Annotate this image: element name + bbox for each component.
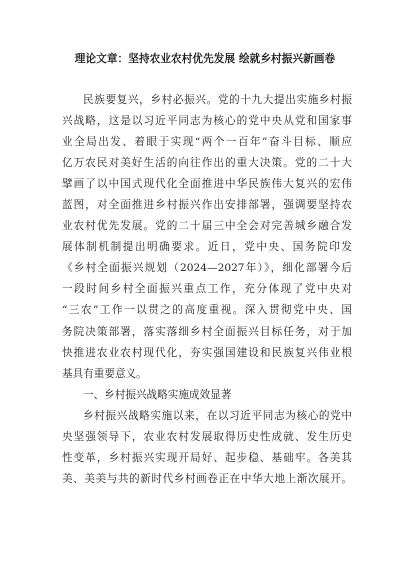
paragraph-line: 基具有重要意义。	[62, 367, 147, 380]
paragraph-line: 美、美美与共的新时代乡村画卷正在中华大地上渐次展开。	[62, 472, 352, 485]
section-heading: 一、乡村振兴战略实施成效显著	[83, 388, 232, 401]
paragraph-line: 亿万农民对美好生活的向往作出的重大决策。党的二十大	[62, 157, 352, 170]
paragraph-line: 业全局出发、着眼于实现“两个一百年”奋斗目标、顺应	[62, 136, 352, 149]
paragraph-line: 业农村优先发展。党的二十届三中全会对完善城乡融合发	[62, 220, 352, 233]
paragraph-line: 乡村振兴战略实施以来，在以习近平同志为核心的党中	[83, 409, 352, 422]
paragraph-line: 蓝图，对全面推进乡村振兴作出安排部署，强调要坚持农	[62, 199, 352, 212]
paragraph-line: 《乡村全面振兴规划（2024—2027年）》，细化部署今后	[62, 262, 352, 275]
paragraph-line: 民族要复兴，乡村必振兴。党的十九大提出实施乡村振	[83, 94, 352, 106]
paragraph-line: 性变革，乡村振兴实现开局好、起步稳、基础牢。各美其	[62, 451, 352, 464]
document-title: 理论文章：坚持农业农村优先发展 绘就乡村振兴新画卷	[74, 53, 336, 65]
paragraph-line: 兴战略，这是以习近平同志为核心的党中央从党和国家事	[62, 115, 352, 128]
paragraph-line: 央坚强领导下，农业农村发展取得历史性成就、发生历史	[62, 430, 352, 443]
paragraph-line: 展体制机制提出明确要求。近日，党中央、国务院印发	[62, 241, 352, 254]
paragraph-line: 快推进农业农村现代化，夯实强国建设和民族复兴伟业根	[62, 346, 352, 359]
paragraph-line: “三农”工作一以贯之的高度重视。深入贯彻党中央、国	[62, 304, 352, 317]
paragraph-line: 擘画了以中国式现代化全面推进中华民族伟大复兴的宏伟	[62, 178, 352, 191]
paragraph-line: 一段时间乡村全面振兴重点工作，充分体现了党中央对	[62, 283, 352, 296]
paragraph-line: 务院决策部署，落实落细乡村全面振兴目标任务，对于加	[62, 325, 352, 338]
document-body	[62, 90, 352, 490]
